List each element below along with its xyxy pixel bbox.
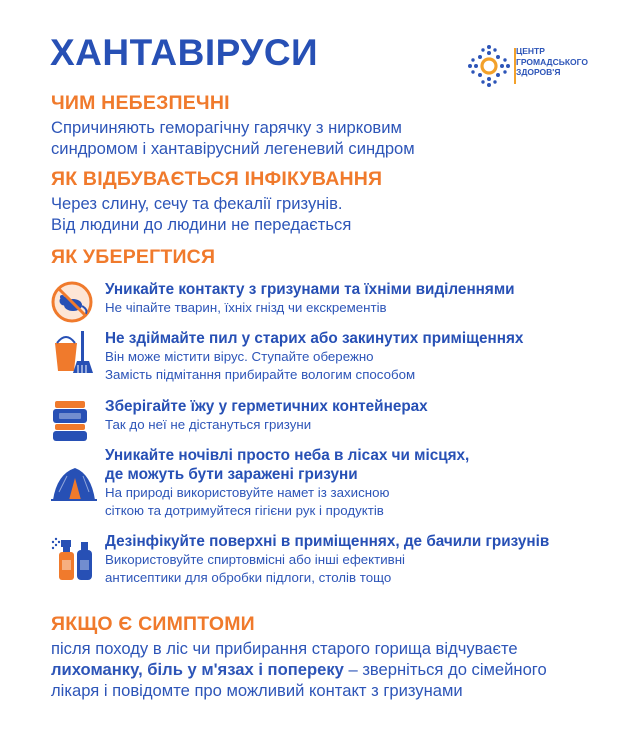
item-text: На природі використовуйте намет із захисною (105, 485, 390, 500)
item-heading: Уникайте контакту з гризунами та їхніми виділеннями (105, 281, 515, 298)
logo-line: ЗДОРОВ'Я (516, 67, 561, 77)
logo-line: ГРОМАДСЬКОГО (516, 56, 588, 67)
text-line: Спричиняють геморагічну гарячку з нирковим (51, 118, 402, 137)
text-line: Через слину, сечу та фекалії гризунів. (51, 194, 343, 213)
item-text: Замість підмітання прибирайте вологим способом (105, 367, 416, 382)
text-line (51, 659, 611, 680)
logo-mark-icon (468, 45, 510, 87)
item-heading: Не здіймайте пил у старих або закинутих приміщеннях (105, 330, 524, 347)
page-title: ХАНТАВІРУСИ (50, 32, 319, 73)
danger-heading: ЧИМ НЕБЕЗПЕЧНІ (51, 92, 230, 114)
no-rodent-icon (51, 280, 97, 326)
item-heading: де можуть бути заражені гризуни (105, 466, 358, 483)
item-text: антисептики для обробки підлоги, столів тощо (105, 570, 392, 585)
symptoms-heading: ЯКЩО Є СИМПТОМИ (51, 613, 255, 635)
infection-heading: ЯК ВІДБУВАЄТЬСЯ ІНФІКУВАННЯ (51, 168, 383, 190)
disinfectant-spray-icon (51, 536, 97, 582)
item-text: Використовуйте спиртовмісні або інші ефективні (105, 552, 405, 567)
item-text: Не чіпайте тварин, їхніх гнізд чи екскрементів (105, 300, 387, 315)
text-line: лікаря і повідомте про можливий контакт з гризунами (51, 681, 463, 700)
symptoms-bold-text: лихоманку, біль у м'язах і попереку (51, 660, 344, 679)
item-heading: Зберігайте їжу у герметичних контейнерах (105, 398, 428, 415)
item-heading: Дезінфікуйте поверхні в приміщеннях, де бачили гризунів (105, 533, 550, 550)
prevention-heading: ЯК УБЕРЕГТИСЯ (51, 246, 216, 268)
item-text: Так до неї не дістануться гризуни (105, 417, 312, 432)
symptoms-text (51, 638, 611, 701)
tent-icon (51, 460, 97, 506)
logo-text (516, 46, 588, 78)
danger-text (51, 117, 415, 159)
logo-line: ЦЕНТР (516, 46, 545, 56)
food-container-icon (51, 397, 97, 443)
item-text: сіткою та дотримуйтеся гігієни рук і продуктів (105, 503, 384, 518)
text-line: після походу в ліс чи прибирання старого горища відчуваєте (51, 639, 518, 658)
text-line: синдромом і хантавірусний легеневий синдром (51, 139, 415, 158)
item-text: Він може містити вірус. Ступайте обережно (105, 349, 374, 364)
infection-text (51, 193, 351, 235)
symptoms-text-rest: – зверніться до сімейного (343, 660, 547, 679)
bucket-broom-icon (51, 329, 97, 375)
text-line: Від людини до людини не передається (51, 215, 352, 234)
item-heading: Уникайте ночівлі просто неба в лісах чи місцях, (105, 447, 470, 464)
